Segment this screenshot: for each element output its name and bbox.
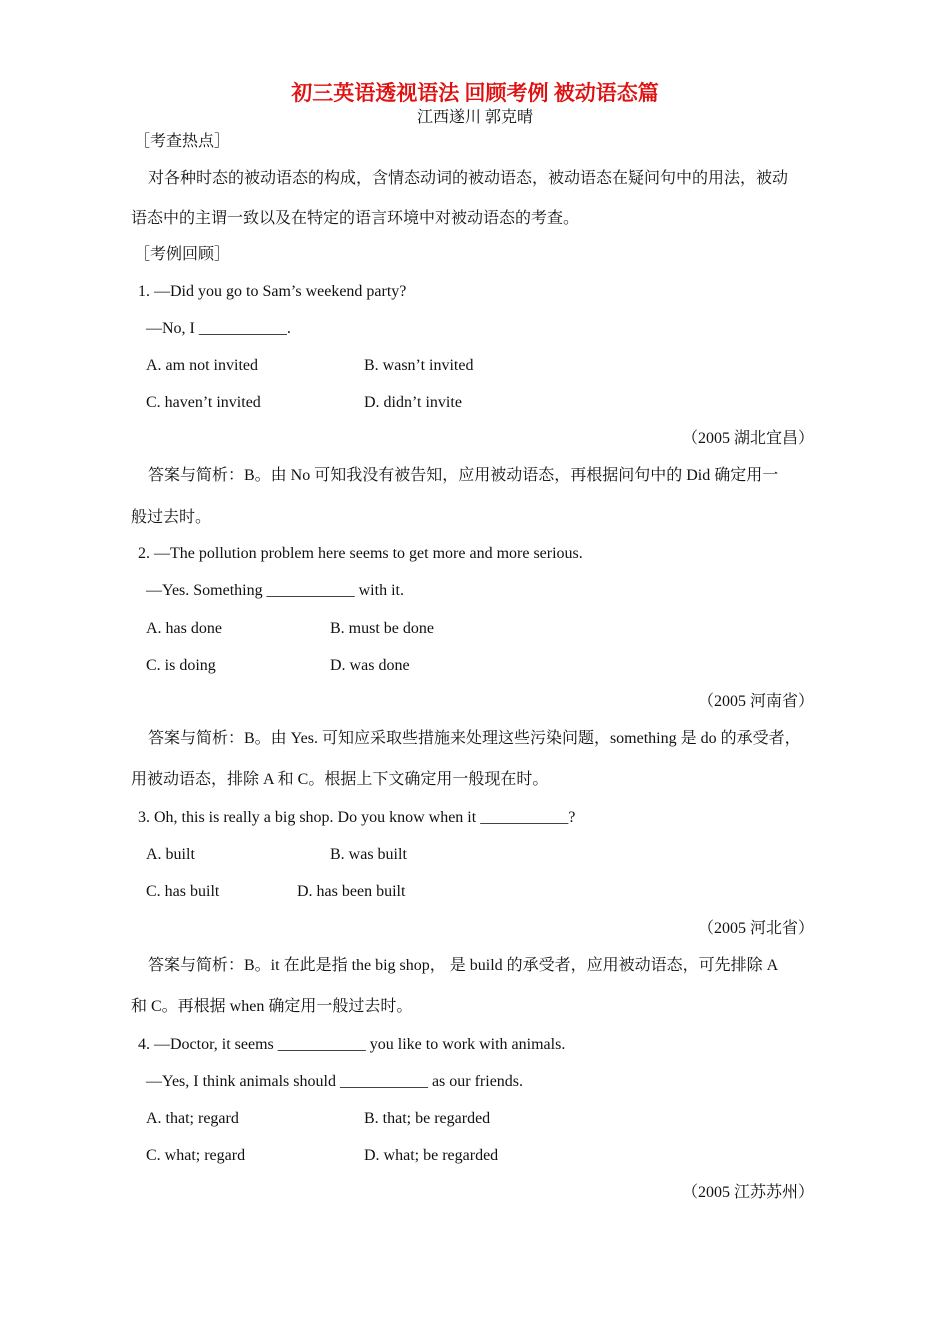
question-2-reply: —Yes. Something ___________ with it.: [146, 582, 404, 599]
question-1-option-d: D. didn’t invite: [364, 394, 462, 411]
question-3-source: （2005 河北省）: [697, 920, 814, 937]
question-1-option-c: C. haven’t invited: [146, 394, 261, 411]
question-1-reply: —No, I ___________.: [146, 320, 291, 337]
question-4-stem: 4. —Doctor, it seems ___________ you like to work with animals.: [138, 1036, 566, 1053]
question-2-option-a: A. has done: [146, 620, 222, 637]
question-4-reply: —Yes, I think animals should ___________ as our friends.: [146, 1073, 524, 1090]
question-2-answer: 答案与简析：B。由 Yes. 可知应采取些措施来处理这些污染问题，something 是 do 的承受者，: [148, 730, 801, 747]
question-2-source: （2005 河南省）: [697, 693, 814, 710]
question-1-option-a: A. am not invited: [146, 357, 258, 374]
question-3-answer: 答案与简析：B。it 在此是指 the big shop， 是 build 的承受者，应用被动语态，可先排除 A: [148, 957, 779, 974]
question-3-option-d: D. has been built: [297, 883, 406, 900]
question-4-option-c: C. what; regard: [146, 1147, 246, 1164]
question-4-option-d: D. what; be regarded: [364, 1147, 499, 1164]
question-2-answer-cont: 用被动语态，排除 A 和 C。根据上下文确定用一般现在时。: [131, 771, 549, 788]
question-4-option-a: A. that; regard: [146, 1110, 239, 1127]
question-4-source: （2005 江苏苏州）: [681, 1184, 814, 1201]
hot-points-heading: ［考查热点］: [134, 133, 231, 150]
question-1-answer: 答案与简析：B。由 No 可知我没有被告知，应用被动语态，再根据问句中的 Did 确定用一: [148, 467, 779, 484]
question-3-answer-cont: 和 C。再根据 when 确定用一般过去时。: [131, 998, 413, 1015]
question-3-option-a: A. built: [146, 846, 195, 863]
question-2-option-b: B. must be done: [330, 620, 434, 637]
question-1-source: （2005 湖北宜昌）: [681, 430, 814, 447]
question-3-option-c: C. has built: [146, 883, 220, 900]
question-2-stem: 2. —The pollution problem here seems to get more and more serious.: [138, 545, 583, 562]
question-2-option-d: D. was done: [330, 657, 410, 674]
review-heading: ［考例回顾］: [134, 246, 231, 263]
question-1-stem: 1. —Did you go to Sam’s weekend party?: [138, 283, 407, 300]
hot-points-text-line: 语态中的主谓一致以及在特定的语言环境中对被动语态的考查。: [131, 210, 580, 227]
question-1-answer-cont: 般过去时。: [131, 509, 212, 526]
author-line: 江西遂川 郭克晴: [416, 109, 533, 126]
question-3-option-b: B. was built: [330, 846, 407, 863]
hot-points-text-line: 对各种时态的被动语态的构成，含情态动词的被动语态，被动语态在疑问句中的用法，被动: [148, 170, 789, 187]
question-1-option-b: B. wasn’t invited: [364, 357, 474, 374]
question-2-option-c: C. is doing: [146, 657, 216, 674]
question-4-option-b: B. that; be regarded: [364, 1110, 491, 1127]
document-title: 初三英语透视语法 回顾考例 被动语态篇: [291, 81, 659, 105]
question-3-stem: 3. Oh, this is really a big shop. Do you know when it ___________?: [138, 809, 576, 826]
